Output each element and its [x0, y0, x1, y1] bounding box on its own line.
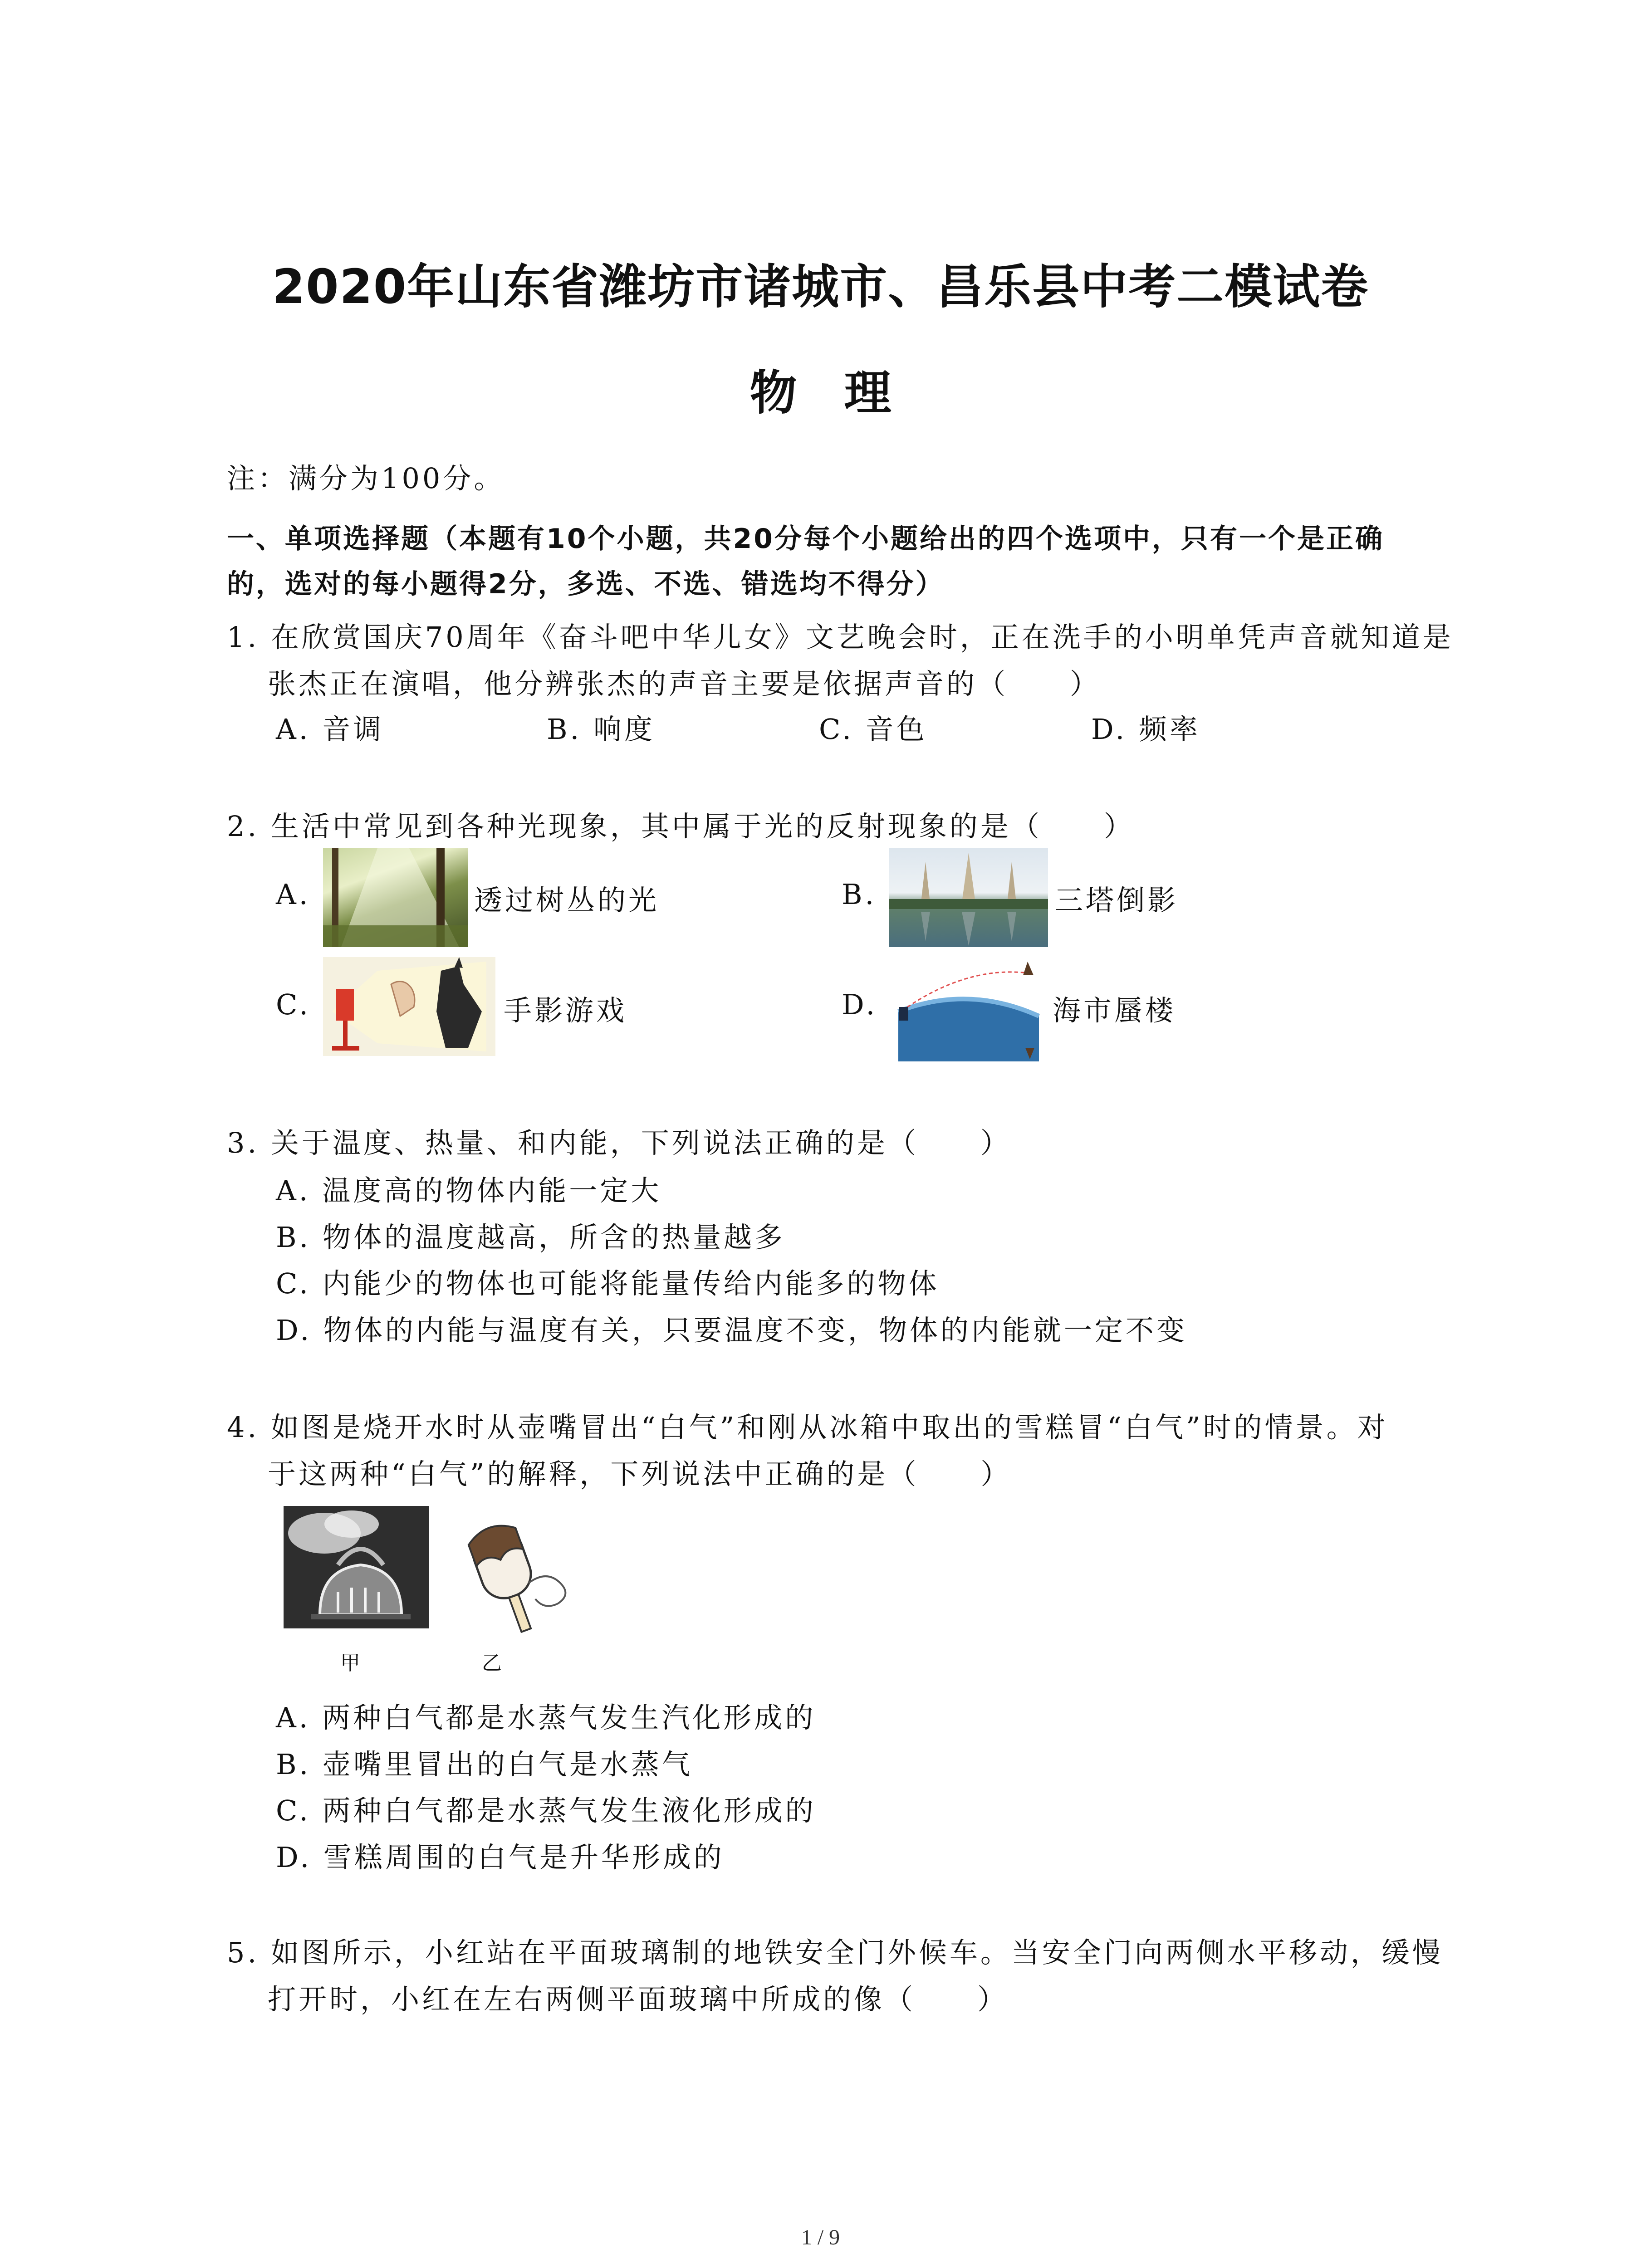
q3-option-c[interactable]: C. 内能少的物体也可能将能量传给内能多的物体	[276, 1267, 940, 1300]
exam-title: 2020年山东省潍坊市诸城市、昌乐县中考二模试卷	[272, 259, 1369, 314]
q4-option-b[interactable]: B. 壶嘴里冒出的白气是水蒸气	[276, 1748, 693, 1781]
figure-label-yi: 乙	[482, 1652, 502, 1675]
q3-option-a[interactable]: A. 温度高的物体内能一定大	[276, 1174, 662, 1207]
score-note: 注：满分为100分。	[227, 462, 505, 495]
section-heading-line1: 一、单项选择题（本题有10个小题，共20分每个小题给出的四个选项中，只有一个是正确	[227, 523, 1384, 555]
figure-label-jia: 甲	[340, 1652, 360, 1675]
question-4-line1: 4. 如图是烧开水时从壶嘴冒出“白气”和刚从冰箱中取出的雪糕冒“白气”时的情景。对	[227, 1411, 1388, 1444]
mirage-image	[889, 957, 1048, 1061]
q2-option-b-letter[interactable]: B.	[842, 878, 877, 911]
q1-option-a[interactable]: A. 音调	[276, 713, 384, 746]
page-number: 1 / 9	[801, 2225, 840, 2249]
question-3-line1: 3. 关于温度、热量、和内能，下列说法正确的是（ ）	[227, 1126, 1011, 1159]
q1-option-b[interactable]: B. 响度	[547, 713, 655, 746]
hand-shadow-game-image	[323, 957, 495, 1056]
section-heading-line2: 的，选对的每小题得2分，多选、不选、错选均不得分）	[227, 568, 945, 600]
question-1-line2: 张杰正在演唱，他分辨张杰的声音主要是依据声音的（ ）	[268, 667, 1101, 700]
q1-option-c[interactable]: C. 音色	[819, 713, 927, 746]
q3-option-d[interactable]: D. 物体的内能与温度有关，只要温度不变，物体的内能就一定不变	[276, 1314, 1187, 1347]
ice-cream-steam-image	[454, 1506, 574, 1642]
q2-option-b-text: 三塔倒影	[1055, 884, 1179, 917]
q2-option-c-text: 手影游戏	[504, 994, 627, 1027]
q4-option-a[interactable]: A. 两种白气都是水蒸气发生汽化形成的	[276, 1701, 816, 1734]
q2-option-a-text: 透过树丛的光	[474, 884, 660, 917]
q4-option-c[interactable]: C. 两种白气都是水蒸气发生液化形成的	[276, 1794, 816, 1827]
q2-option-a-letter[interactable]: A.	[276, 878, 311, 911]
question-4-line2: 于这两种“白气”的解释，下列说法中正确的是（ ）	[268, 1457, 1012, 1491]
q1-option-d[interactable]: D. 频率	[1091, 713, 1200, 746]
q2-option-d-text: 海市蜃楼	[1053, 994, 1176, 1027]
q2-option-d-letter[interactable]: D.	[842, 988, 878, 1021]
question-2-line1: 2. 生活中常见到各种光现象，其中属于光的反射现象的是（ ）	[227, 810, 1135, 843]
kettle-steam-image	[284, 1506, 429, 1628]
subject-title: 物 理	[749, 365, 892, 420]
q4-option-d[interactable]: D. 雪糕周围的白气是升华形成的	[276, 1841, 725, 1874]
question-1-line1: 1. 在欣赏国庆70周年《奋斗吧中华儿女》文艺晚会时，正在洗手的小明单凭声音就知道是	[227, 621, 1454, 654]
forest-light-image	[323, 848, 468, 947]
three-pagodas-reflection-image	[889, 848, 1048, 947]
q2-option-c-letter[interactable]: C.	[276, 988, 311, 1021]
question-5-line2: 打开时，小红在左右两侧平面玻璃中所成的像（ ）	[268, 1983, 1009, 2016]
question-5-line1: 5. 如图所示，小红站在平面玻璃制的地铁安全门外候车。当安全门向两侧水平移动，缓慢	[227, 1936, 1443, 1969]
q3-option-b[interactable]: B. 物体的温度越高，所含的热量越多	[276, 1221, 785, 1254]
